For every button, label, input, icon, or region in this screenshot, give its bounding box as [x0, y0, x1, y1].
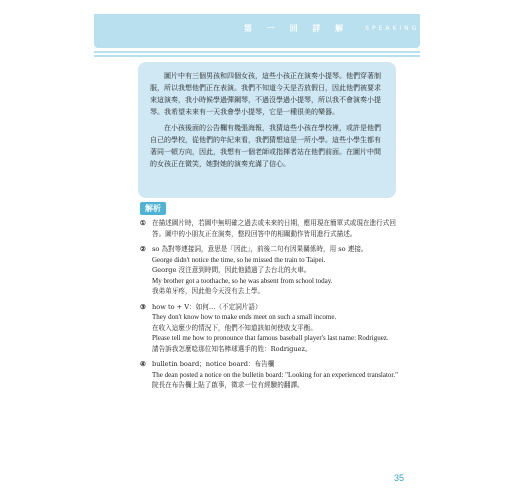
analysis-notes	[140, 218, 402, 396]
translation-paragraph: 在小孩後面的公告欄有幾張海報，我猜這些小孩在學校裡，或許是他們自己的學校，從他們的年紀來看，我們猜想這是一所小學。這些小學生都有著同一頓方向，因此，我想有一個老師或指揮者站在他們前面。在圖片中間的女孩正在微笑，她對她的演奏充滿了信心。	[150, 124, 381, 168]
example-sentence: Please tell me how to pronounce that famous baseball player's last name: Rodriguez.	[152, 334, 389, 342]
analysis-tag: 解析	[140, 202, 166, 215]
example-sentence: My brother got a toothache, so he was absent from school today.	[152, 276, 333, 285]
note-item	[140, 359, 402, 391]
page-number: 35	[394, 473, 405, 483]
example-translation: George 沒注意到時間，因此他錯過了去台北的火車。	[152, 266, 311, 274]
translation-paragraph: 圖片中有三個男孩和四個女孩，這些小孩正在演奏小提琴。他們穿著制服，所以我想他們正在表演。我們不知道今天是否放假日，因此他們被要求來這演奏，我小時候學過彈鋼琴，不過沒學過小提琴，所以我不會演奏小提琴。我希望未來有一天我會學小提琴，它是一種很美的樂器。	[150, 72, 381, 116]
note-body	[152, 302, 402, 355]
note-item	[140, 218, 402, 239]
note-item	[140, 244, 402, 297]
translation-box	[138, 62, 396, 198]
example-translation: 我弟弟牙疼，因此他今天沒有去上學。	[152, 287, 265, 295]
section-title: 第 一 回 詳 解	[244, 24, 350, 33]
note-item	[140, 302, 402, 355]
note-line: how to + V：如何…（不定詞片語）	[152, 302, 262, 311]
example-sentence: They don't know how to make ends meet on such a small income.	[152, 313, 337, 321]
note-number: ②	[140, 245, 146, 253]
header-stripe	[94, 55, 420, 57]
note-body	[152, 218, 402, 239]
note-body	[152, 244, 402, 297]
note-line: bulletin board；notice board：布告欄	[152, 360, 275, 368]
header-bar	[94, 14, 420, 48]
section-subtitle: SPEAKING	[365, 25, 420, 32]
example-translation: 請告訴我怎麼唸那位知名棒球選手的姓：Rodriguez。	[152, 344, 312, 353]
header-stripe	[94, 51, 420, 53]
header-inner	[244, 23, 419, 34]
example-sentence: George didn't notice the time, so he missed the train to Taipei.	[152, 255, 326, 264]
note-line: so 為對等連接詞，意思是「因此」，前後二句有因果關係時，用 so 連接。	[152, 245, 368, 253]
note-number: ④	[140, 360, 146, 368]
example-sentence: The dean posted a notice on the bulletin board: "Looking for an experienced translator."	[152, 370, 398, 379]
note-number: ③	[140, 302, 146, 311]
example-translation: 院長在布告欄上貼了啟事，徵求一位有經驗的翻譯。	[152, 381, 304, 389]
example-translation: 在收入這麼少的情況下，他們不知道該如何使收支平衡。	[152, 323, 317, 332]
note-body	[152, 359, 402, 391]
note-line: 在描述圖片時，若圖中無明確之過去或未來的日期，應用現在簡單式或現在進行式回答。圖中的小朋友正在演奏，整段回答中的相關動作皆用進行式描述。	[152, 219, 396, 238]
note-number: ①	[140, 219, 146, 227]
